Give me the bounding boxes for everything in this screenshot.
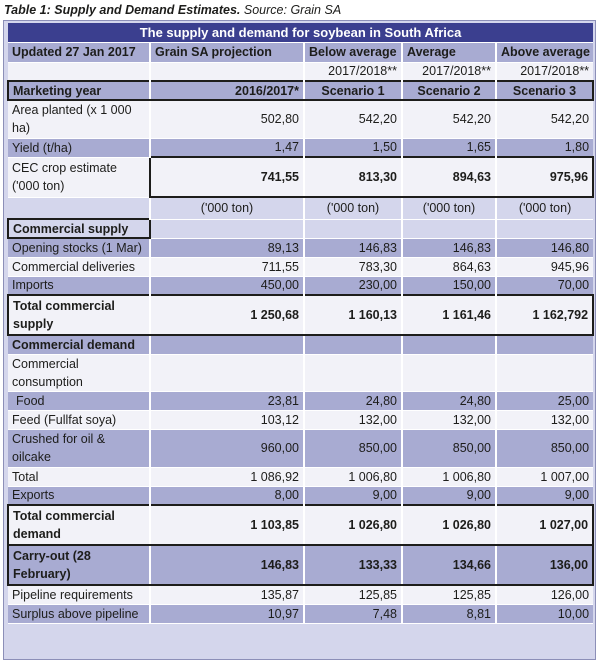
- cell: Scenario 2: [402, 81, 496, 100]
- row-label: Total: [8, 467, 150, 486]
- cell: 450,00: [150, 276, 304, 295]
- unit-label: ('000 ton): [496, 197, 593, 219]
- header2-season-2: 2017/2018**: [402, 62, 496, 81]
- cell: [402, 219, 496, 238]
- total-supply-row: [8, 295, 593, 335]
- cell: 1 250,68: [150, 295, 304, 335]
- header2-cell: [150, 62, 304, 81]
- header-above-average: Above average: [496, 42, 593, 62]
- table-row: [8, 238, 593, 257]
- cell: [304, 354, 402, 391]
- row-label: Commercial consumption: [8, 354, 150, 391]
- header-below-average: Below average: [304, 42, 402, 62]
- cell: 10,00: [496, 604, 593, 623]
- cell: [8, 197, 150, 219]
- section-label: Commercial supply: [8, 219, 150, 238]
- cell: 502,80: [150, 100, 304, 138]
- cell: 8,81: [402, 604, 496, 623]
- cell: 24,80: [304, 391, 402, 410]
- table-row: [8, 410, 593, 429]
- cell: 23,81: [150, 391, 304, 410]
- cell: Scenario 3: [496, 81, 593, 100]
- unit-label: ('000 ton): [150, 197, 304, 219]
- header-row-2: [8, 62, 593, 81]
- cell: [150, 335, 304, 354]
- marketing-year-row: [8, 81, 593, 100]
- row-label: Commercial deliveries: [8, 257, 150, 276]
- cell: [496, 335, 593, 354]
- header-row-1: [8, 42, 593, 62]
- cell: [304, 219, 402, 238]
- cell: 25,00: [496, 391, 593, 410]
- row-label: Crushed for oil & oilcake: [8, 429, 150, 467]
- table-row: [8, 486, 593, 505]
- cell: [150, 219, 304, 238]
- section-label: Commercial demand: [8, 335, 150, 354]
- cell: 850,00: [402, 429, 496, 467]
- cell: 864,63: [402, 257, 496, 276]
- table-row: [8, 157, 593, 197]
- cell: 1,50: [304, 138, 402, 157]
- cell: 945,96: [496, 257, 593, 276]
- cell: [304, 335, 402, 354]
- caption-source: Source: Grain SA: [243, 3, 342, 17]
- cell: 1 027,00: [496, 505, 593, 545]
- cell: 894,63: [402, 157, 496, 197]
- cell: 1 162,792: [496, 295, 593, 335]
- cell: 542,20: [304, 100, 402, 138]
- cell: 9,00: [496, 486, 593, 505]
- cell: 1,47: [150, 138, 304, 157]
- carry-out-row: [8, 545, 593, 585]
- row-label: Carry-out (28 February): [8, 545, 150, 585]
- cell: 9,00: [304, 486, 402, 505]
- cell: 146,83: [304, 238, 402, 257]
- row-label: Food: [8, 391, 150, 410]
- header-average: Average: [402, 42, 496, 62]
- cell: 125,85: [304, 585, 402, 604]
- table-title: The supply and demand for soybean in South Africa: [8, 23, 593, 42]
- table-row: [8, 391, 593, 410]
- cell: 146,83: [402, 238, 496, 257]
- cell: 542,20: [496, 100, 593, 138]
- cell: 103,12: [150, 410, 304, 429]
- unit-label: ('000 ton): [402, 197, 496, 219]
- table-frame: [3, 20, 596, 660]
- cell: 1 006,80: [304, 467, 402, 486]
- cell: 230,00: [304, 276, 402, 295]
- cell: [496, 354, 593, 391]
- table-row: [8, 604, 593, 623]
- table-row: [8, 138, 593, 157]
- table-row: [8, 354, 593, 391]
- cell: 125,85: [402, 585, 496, 604]
- cell: 542,20: [402, 100, 496, 138]
- table-row: [8, 585, 593, 604]
- header2-season-3: 2017/2018**: [496, 62, 593, 81]
- cell: [402, 335, 496, 354]
- row-label: Exports: [8, 486, 150, 505]
- row-label: Marketing year: [8, 81, 150, 100]
- section-header-supply: [8, 219, 593, 238]
- cell: 146,83: [150, 545, 304, 585]
- cell: [402, 354, 496, 391]
- cell: 813,30: [304, 157, 402, 197]
- cell: 2016/2017*: [150, 81, 304, 100]
- unit-label: ('000 ton): [304, 197, 402, 219]
- cell: [150, 354, 304, 391]
- cell: 132,00: [304, 410, 402, 429]
- cell: 70,00: [496, 276, 593, 295]
- cell: 132,00: [496, 410, 593, 429]
- cell: 24,80: [402, 391, 496, 410]
- row-label: Feed (Fullfat soya): [8, 410, 150, 429]
- cell: 850,00: [496, 429, 593, 467]
- cell: 1,65: [402, 138, 496, 157]
- row-label: Total commercial supply: [8, 295, 150, 335]
- cell: 1,80: [496, 138, 593, 157]
- table-row: [8, 467, 593, 486]
- supply-demand-table: [7, 23, 594, 624]
- cell: 783,30: [304, 257, 402, 276]
- cell: 1 103,85: [150, 505, 304, 545]
- row-label: Imports: [8, 276, 150, 295]
- row-label: Yield (t/ha): [8, 138, 150, 157]
- cell: 150,00: [402, 276, 496, 295]
- row-label: Pipeline requirements: [8, 585, 150, 604]
- cell: 975,96: [496, 157, 593, 197]
- cell: 1 161,46: [402, 295, 496, 335]
- cell: 136,00: [496, 545, 593, 585]
- cell: 960,00: [150, 429, 304, 467]
- cell: 741,55: [150, 157, 304, 197]
- cell: 146,80: [496, 238, 593, 257]
- cell: 1 007,00: [496, 467, 593, 486]
- cell: 7,48: [304, 604, 402, 623]
- section-header-demand: [8, 335, 593, 354]
- cell: Scenario 1: [304, 81, 402, 100]
- header-projection: Grain SA projection: [150, 42, 304, 62]
- header-updated: Updated 27 Jan 2017: [8, 42, 150, 62]
- table-title-row: [8, 23, 593, 42]
- cell: 711,55: [150, 257, 304, 276]
- table-row: [8, 100, 593, 138]
- cell: 1 026,80: [402, 505, 496, 545]
- caption-title: Table 1: Supply and Demand Estimates.: [4, 3, 241, 17]
- cell: 1 006,80: [402, 467, 496, 486]
- cell: 10,97: [150, 604, 304, 623]
- header2-cell: [8, 62, 150, 81]
- table-row: [8, 276, 593, 295]
- cell: 134,66: [402, 545, 496, 585]
- total-demand-row: [8, 505, 593, 545]
- row-label: Opening stocks (1 Mar): [8, 238, 150, 257]
- table-row: [8, 429, 593, 467]
- row-label: Surplus above pipeline: [8, 604, 150, 623]
- units-row: [8, 197, 593, 219]
- table-caption: [4, 2, 341, 18]
- row-label: Total commercial demand: [8, 505, 150, 545]
- row-label: Area planted (x 1 000 ha): [8, 100, 150, 138]
- cell: 126,00: [496, 585, 593, 604]
- cell: 9,00: [402, 486, 496, 505]
- cell: 850,00: [304, 429, 402, 467]
- cell: 133,33: [304, 545, 402, 585]
- row-label: CEC crop estimate ('000 ton): [8, 157, 150, 197]
- cell: 135,87: [150, 585, 304, 604]
- cell: 1 160,13: [304, 295, 402, 335]
- cell: 1 026,80: [304, 505, 402, 545]
- header2-season-1: 2017/2018**: [304, 62, 402, 81]
- cell: [496, 219, 593, 238]
- cell: 1 086,92: [150, 467, 304, 486]
- cell: 8,00: [150, 486, 304, 505]
- cell: 89,13: [150, 238, 304, 257]
- table-row: [8, 257, 593, 276]
- cell: 132,00: [402, 410, 496, 429]
